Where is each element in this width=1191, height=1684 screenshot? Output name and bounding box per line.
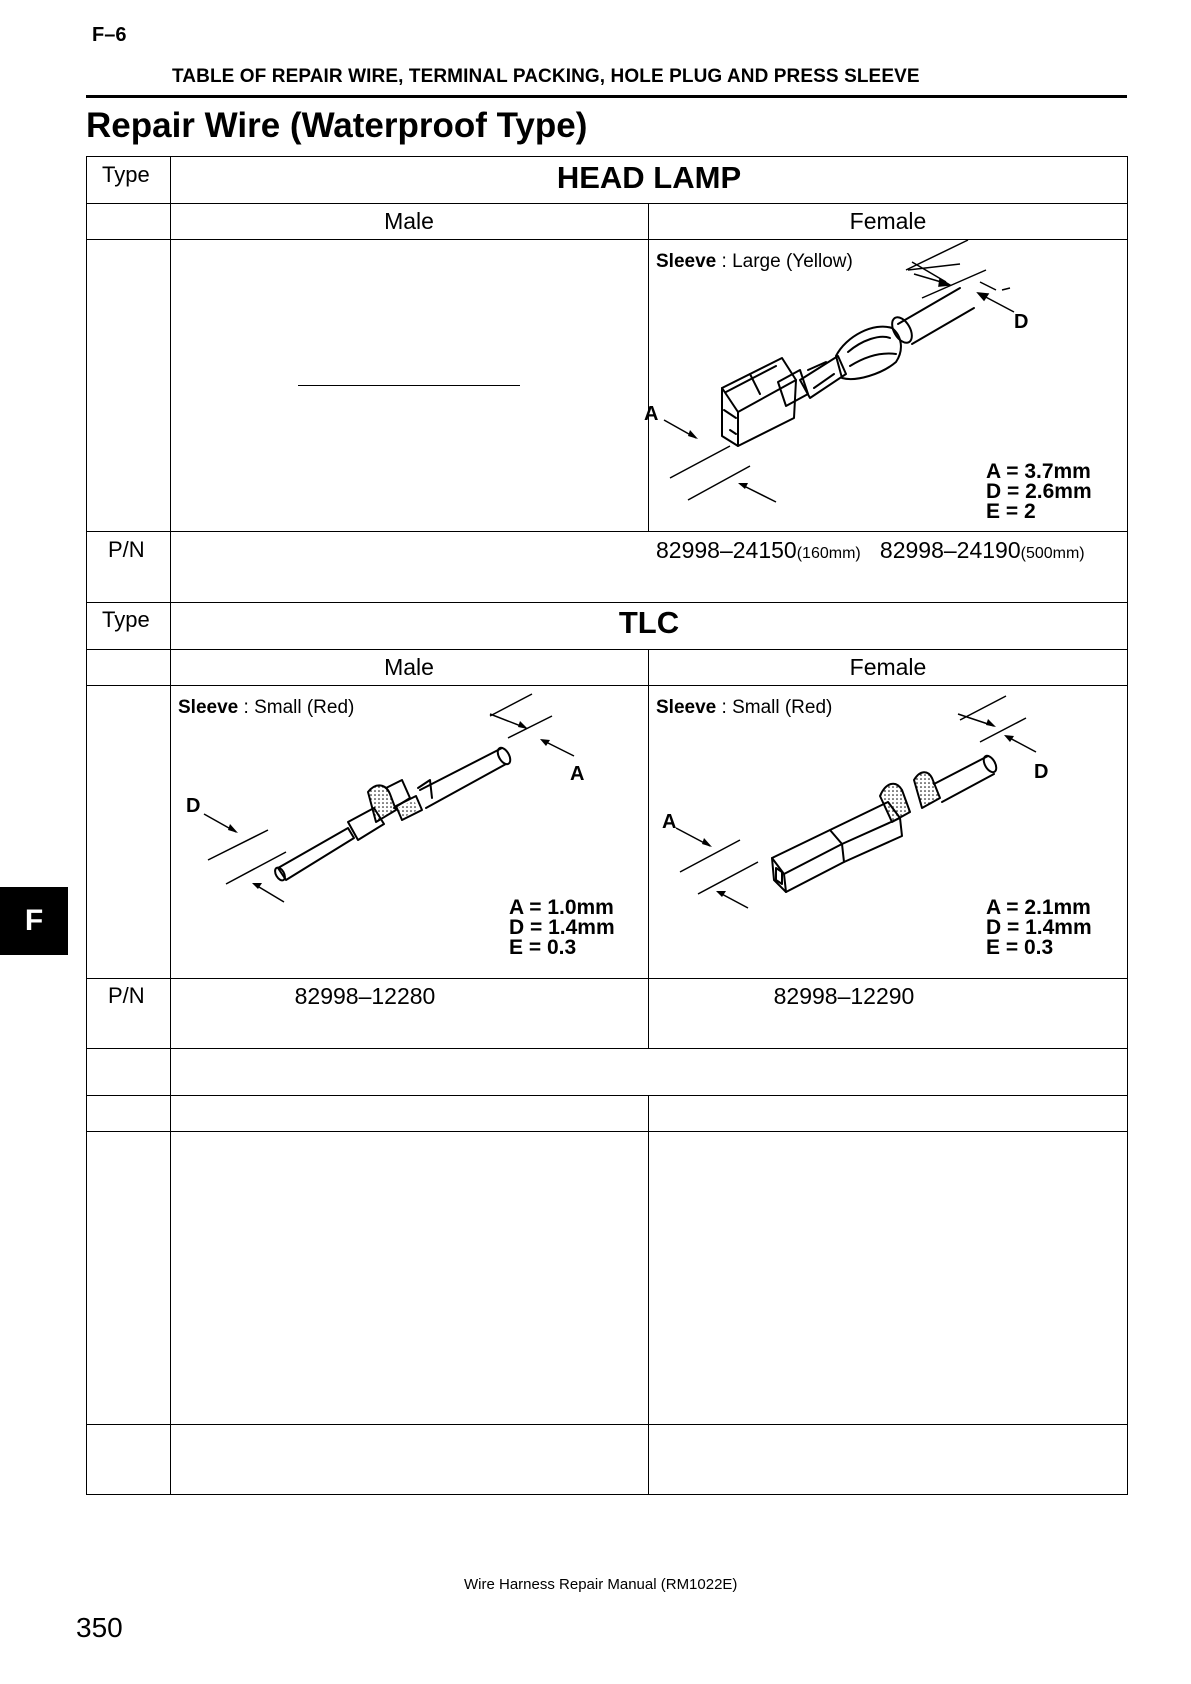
no-data-line — [298, 385, 520, 386]
dimension-spec — [509, 898, 615, 958]
dimension-letter-d: D — [1014, 311, 1029, 333]
row-divider — [86, 203, 1128, 204]
female-column-header: Female — [849, 208, 927, 234]
column-divider — [648, 1095, 649, 1495]
dimension-letter-a: A — [570, 763, 585, 785]
row-divider — [86, 1131, 1128, 1132]
dim-a: A = 1.0mm — [509, 896, 614, 919]
pn-label: P/N — [108, 537, 145, 562]
head-lamp-title: HEAD LAMP — [556, 160, 742, 195]
dimension-letter-a: A — [662, 811, 677, 833]
female-column-header: Female — [849, 654, 927, 680]
pn-label: P/N — [108, 983, 145, 1008]
sleeve-note: Sleeve : Large (Yellow) — [656, 251, 853, 272]
tlc-male-part-number: 82998–12280 — [294, 983, 436, 1009]
row-divider — [86, 978, 1128, 979]
tlc-male-terminal-illustration — [186, 718, 630, 918]
row-divider — [86, 1424, 1128, 1425]
sleeve-note: Sleeve : Small (Red) — [656, 697, 833, 718]
tlc-female-part-number: 82998–12290 — [773, 983, 915, 1009]
manual-footer: Wire Harness Repair Manual (RM1022E) — [464, 1576, 738, 1593]
dim-a: A = 2.1mm — [986, 896, 1091, 919]
head-lamp-female-part-numbers — [656, 537, 1085, 564]
part-length: (160mm) — [796, 545, 861, 562]
part-length: (500mm) — [1020, 545, 1085, 562]
dimension-spec — [986, 462, 1092, 522]
header-rule — [86, 95, 1127, 98]
dimension-letter-d: D — [186, 795, 201, 817]
section-tab: F — [0, 887, 68, 955]
column-divider — [648, 203, 649, 531]
row-divider — [86, 1095, 1128, 1096]
tlc-female-terminal-illustration — [662, 722, 1124, 922]
column-divider — [170, 156, 171, 1495]
dimension-letter-d: D — [1034, 761, 1049, 783]
row-divider — [86, 531, 1128, 532]
page-number: 350 — [76, 1612, 123, 1643]
dim-d: D = 2.6mm — [986, 480, 1092, 503]
part-number: 82998–24150 — [656, 537, 797, 563]
male-column-header: Male — [384, 654, 434, 680]
dim-e: E = 0.3 — [986, 936, 1054, 959]
sleeve-note: Sleeve : Small (Red) — [178, 697, 355, 718]
dim-d: D = 1.4mm — [509, 916, 615, 939]
row-divider — [86, 602, 1128, 603]
dim-e: E = 2 — [986, 500, 1036, 523]
row-divider — [86, 685, 1128, 686]
dimension-letter-a: A — [644, 403, 659, 425]
dim-a: A = 3.7mm — [986, 460, 1091, 483]
type-label: Type — [102, 607, 150, 632]
dim-e: E = 0.3 — [509, 936, 577, 959]
page-code: F–6 — [92, 24, 127, 46]
row-divider — [86, 649, 1128, 650]
row-divider — [86, 239, 1128, 240]
type-label: Type — [102, 162, 150, 187]
dim-d: D = 1.4mm — [986, 916, 1092, 939]
tlc-title: TLC — [618, 605, 680, 640]
dimension-spec — [986, 898, 1092, 958]
row-divider — [86, 1048, 1128, 1049]
section-title: TABLE OF REPAIR WIRE, TERMINAL PACKING, HOLE PLUG AND PRESS SLEEVE — [172, 66, 920, 87]
part-number: 82998–24190 — [879, 537, 1021, 563]
male-column-header: Male — [384, 208, 434, 234]
page-title: Repair Wire (Waterproof Type) — [86, 106, 588, 145]
